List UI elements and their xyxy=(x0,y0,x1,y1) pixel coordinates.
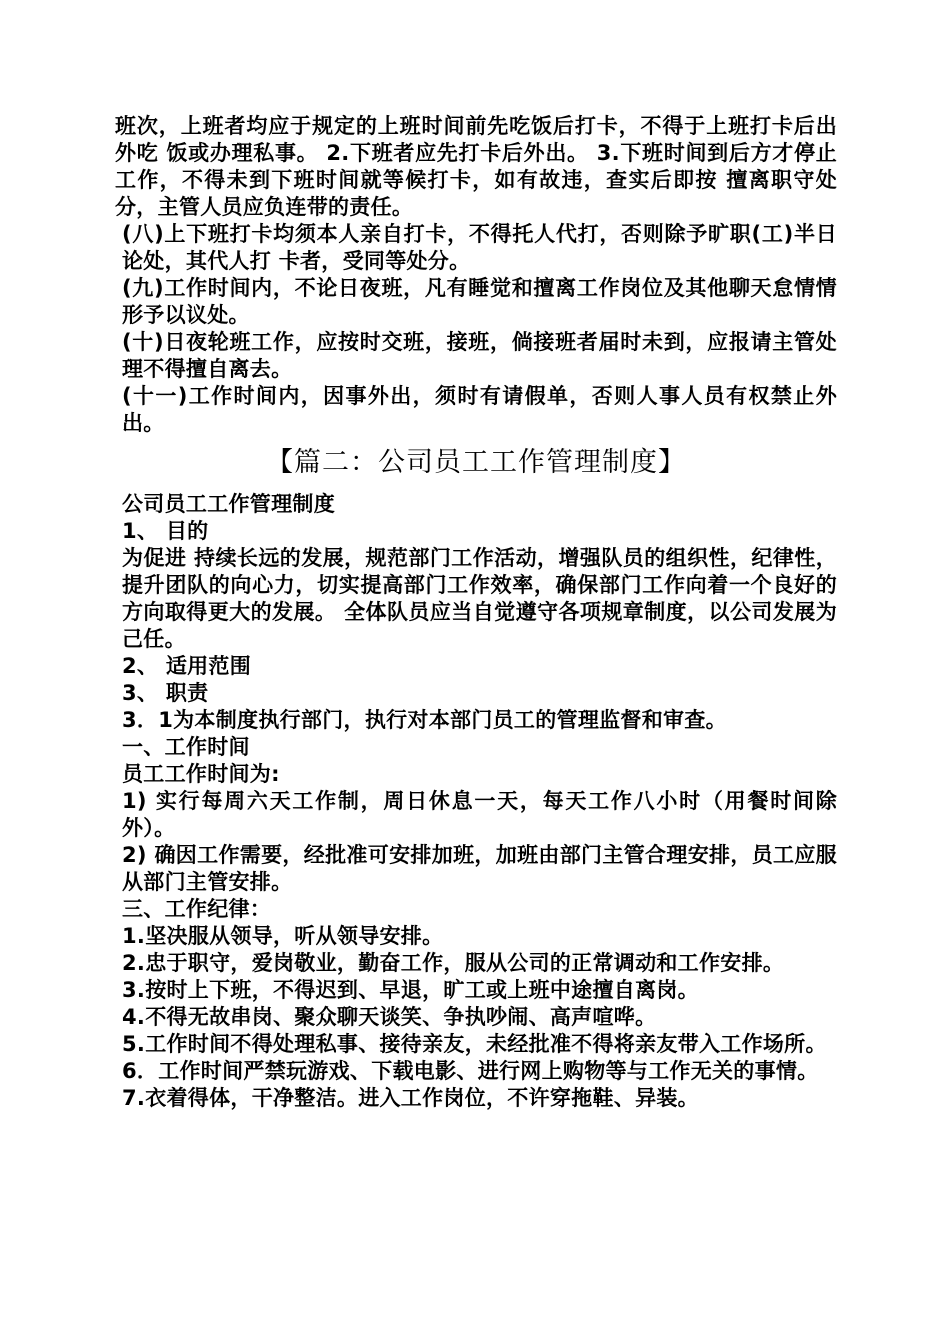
discipline-item-4: 4.不得无故串岗、聚众聊天谈笑、争执吵闹、高声喧哗。 xyxy=(122,1005,657,1029)
paragraph-work-hours-1: 1) 实行每周六天工作制，周日休息一天，每天工作八小时（用餐时间除外）。 xyxy=(122,789,837,840)
section-heading: 【篇二：公司员工工作管理制度】 xyxy=(266,447,686,478)
paragraph-work-hours-2: 2) 确因工作需要，经批准可安排加班，加班由部门主管合理安排，员工应服从部门主管安排。 xyxy=(122,843,837,894)
section-discipline: 三、工作纪律： xyxy=(122,897,272,921)
paragraph-rule-8: (八)上下班打卡均须本人亲自打卡，不得托人代打，否则除予旷职(工)半日论处，其代人打 卡者，受同等处分。 xyxy=(122,222,837,273)
discipline-item-1: 1.坚决服从领导，听从领导安排。 xyxy=(122,924,444,948)
document-page xyxy=(115,113,837,1112)
discipline-item-5: 5.工作时间不得处理私事、接待亲友，未经批准不得将亲友带入工作场所。 xyxy=(122,1032,827,1056)
discipline-item-2: 2.忠于职守，爱岗敬业，勤奋工作，服从公司的正常调动和工作安排。 xyxy=(122,951,785,975)
discipline-item-7: 7.衣着得体，干净整洁。进入工作岗位，不许穿拖鞋、异装。 xyxy=(122,1086,699,1110)
section-duties: 3、 职责 xyxy=(122,681,209,705)
paragraph-clock-in-rules: 班次，上班者均应于规定的上班时间前先吃饭后打卡，不得于上班打卡后出外吃 饭或办理私事。 2.下班者应先打卡后外出。 3.下班时间到后方才停止工作，不得未到下班时间就等候打卡，如有故违，查实后即按 擅离职守处分，主管人员应负连带的责任。 xyxy=(115,114,837,219)
document-title: 公司员工工作管理制度 xyxy=(122,492,335,516)
paragraph-purpose: 为促进 持续长远的发展，规范部门工作活动，增强队员的组织性，纪律性，提升团队的向心力，切实提高部门工作效率，确保部门工作向着一个良好的方向取得更大的发展。 全体队员应当自觉遵守各项规章制度，以公司发展为己任。 xyxy=(122,546,837,651)
discipline-item-6: 6．工作时间严禁玩游戏、下载电影、进行网上购物等与工作无关的事情。 xyxy=(122,1059,819,1083)
paragraph-rule-10: (十)日夜轮班工作，应按时交班，接班，倘接班者届时未到，应报请主管处理不得擅自离去。 xyxy=(122,330,837,381)
paragraph-rule-11: (十一)工作时间内，因事外出，须时有请假单，否则人事人员有权禁止外出。 xyxy=(122,384,837,435)
section-scope: 2、 适用范围 xyxy=(122,654,252,678)
section-purpose: 1、 目的 xyxy=(122,519,209,543)
paragraph-rule-9: (九)工作时间内，不论日夜班，凡有睡觉和擅离工作岗位及其他聊天怠情情形予以议处。 xyxy=(122,276,837,327)
discipline-item-3: 3.按时上下班，不得迟到、早退，旷工或上班中途擅自离岗。 xyxy=(122,978,699,1002)
section-work-hours: 一、工作时间 xyxy=(122,735,250,759)
paragraph-work-hours-intro: 员工工作时间为: xyxy=(122,762,280,786)
paragraph-duties-3-1: 3．1为本制度执行部门，执行对本部门员工的管理监督和审查。 xyxy=(122,708,727,732)
